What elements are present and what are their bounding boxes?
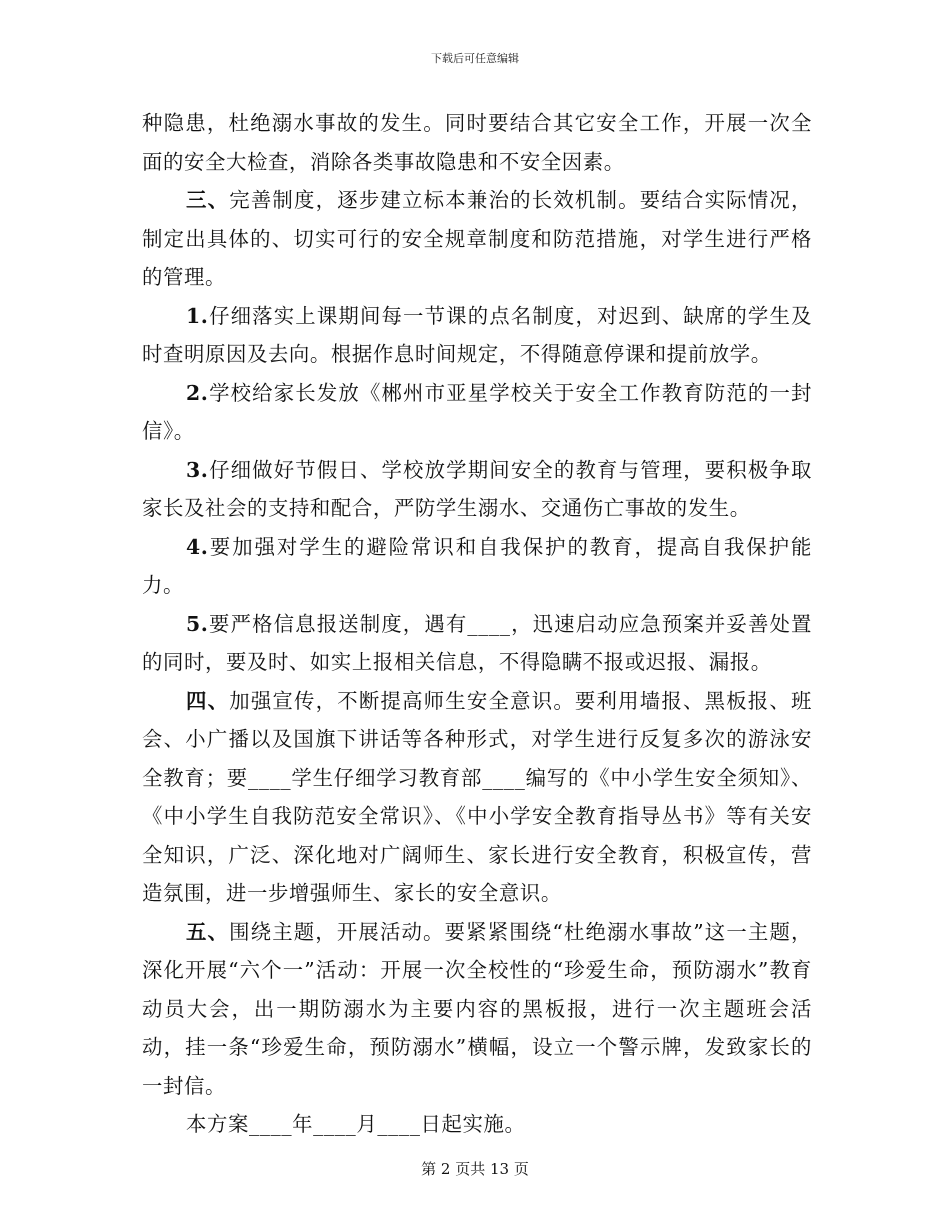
item-number: 5. [186,611,209,636]
paragraph-text: 种隐患，杜绝溺水事故的发生。同时要结合其它安全工作，开展一次全面的安全大检查，消除各类事故隐患和不安全因素。 [142,111,812,174]
paragraph-text: 要严格信息报送制度，遇有____，迅速启动应急预案并妥善处置的同时，要及时、如实上报相关信息，不得隐瞒不报或迟报、漏报。 [142,611,812,674]
item-number: 1. [186,303,209,328]
implementation-date [142,1105,812,1144]
paragraph-text: 要加强对学生的避险常识和自我保护的教育，提高自我保护能力。 [142,534,812,597]
section-five [142,913,812,1106]
document-body [142,104,812,1144]
section-number: 三、 [186,188,230,212]
item-number: 2. [186,380,209,405]
paragraph-text: 仔细做好节假日、学校放学期间安全的教育与管理，要积极争取家长及社会的支持和配合，严防学生溺水、交通伤亡事故的发生。 [142,457,812,520]
paragraph-text: 围绕主题，开展活动。要紧紧围绕“杜绝溺水事故”这一主题，深化开展“六个一”活动：开展一次全校性的“珍爱生命，预防溺水”教育动员大会，出一期防溺水为主要内容的黑板报，进行一次主题班会活动，挂一条“珍爱生命，预防溺水”横幅，设立一个警示牌，发致家长的一封信。 [142,919,812,1098]
section-four [142,682,812,913]
paragraph-text: 加强宣传，不断提高师生安全意识。要利用墙报、黑板报、班会、小广播以及国旗下讲话等各种形式，对学生进行反复多次的游泳安全教育；要____学生仔细学习教育部____编写的《中小学生安全须知》、《中小学生自我防范安全常识》、《中小学安全教育指导丛书》等有关安全知识，广泛、深化地对广阔师生、家长进行安全教育，积极宣传，营造氛围，进一步增强师生、家长的安全意识。 [142,688,812,905]
item-1 [142,297,812,374]
item-number: 3. [186,457,209,482]
section-three [142,181,812,297]
paragraph-text: 完善制度，逐步建立标本兼治的长效机制。要结合实际情况，制定出具体的、切实可行的安全规章制度和防范措施，对学生进行严格的管理。 [142,188,812,289]
page-number: 第 2 页共 13 页 [421,1160,529,1178]
paragraph-text: 仔细落实上课期间每一节课的点名制度，对迟到、缺席的学生及时查明原因及去向。根据作息时间规定，不得随意停课和提前放学。 [142,303,812,366]
item-4 [142,528,812,605]
item-2 [142,374,812,451]
paragraph-continuation [142,104,812,181]
item-number: 4. [186,534,209,559]
section-number: 四、 [186,688,230,713]
item-3 [142,451,812,528]
page-header: 下载后可任意编辑 [431,52,519,65]
section-number: 五、 [186,919,230,944]
item-5 [142,605,812,682]
paragraph-text: 本方案____年____月____日起实施。 [186,1112,526,1136]
paragraph-text: 学校给家长发放《郴州市亚星学校关于安全工作教育防范的一封信》。 [142,380,812,443]
